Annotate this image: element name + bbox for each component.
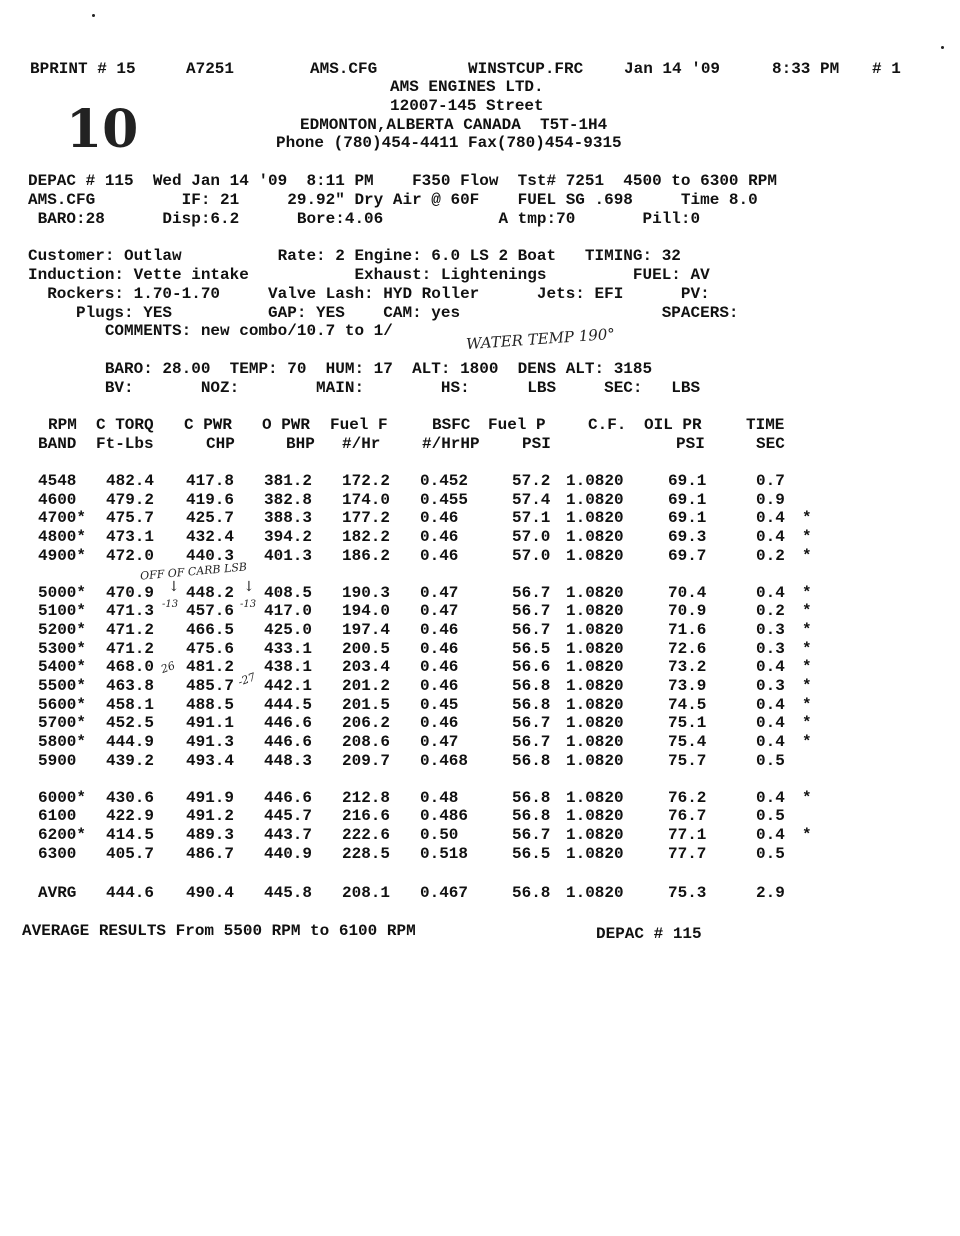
cell-corr-power: 475.6 — [186, 639, 235, 658]
company-phone: Phone (780)454-4411 Fax(780)454-9315 — [276, 134, 622, 152]
cell-corr-power: 486.7 — [186, 844, 235, 863]
col-subheader-torque: Ft-Lbs — [96, 435, 154, 453]
company-city: EDMONTON,ALBERTA CANADA T5T-1H4 — [300, 116, 608, 134]
cell-rpm: 4700* — [38, 509, 87, 528]
cell-cf: 1.0820 — [566, 677, 624, 695]
avg-fuel-flow: 208.1 — [342, 884, 391, 902]
cell-oil-pressure: 77.1 — [668, 825, 707, 844]
cell-torque: 473.1 — [106, 528, 155, 547]
cell-obs-power: 425.0 — [264, 620, 313, 639]
cell-rpm: 4800* — [38, 528, 87, 547]
cell-bsfc: 0.46 — [420, 714, 459, 733]
cell-cf: 1.0820 — [566, 807, 624, 826]
cell-time: 0.2 — [756, 602, 785, 621]
cell-torque: 452.5 — [106, 714, 155, 733]
cell-oil-pressure: 70.9 — [668, 602, 707, 621]
cell-obs-power: 446.6 — [264, 788, 313, 807]
cell-fuel-pressure: 56.8 — [512, 751, 551, 770]
avg-corr-power: 490.4 — [186, 884, 235, 902]
cell-fuel-pressure: 56.7 — [512, 620, 551, 639]
cell-rpm: 5000* — [38, 583, 87, 602]
cell-fuel-pressure: 57.2 — [512, 472, 551, 490]
cell-time: 0.4 — [756, 733, 785, 752]
cell-oil-pressure: 73.2 — [668, 658, 707, 677]
cell-cf: 1.0820 — [566, 472, 624, 490]
cell-flag: * — [802, 695, 812, 714]
cell-torque: 444.9 — [106, 733, 155, 752]
cell-oil-pressure: 76.2 — [668, 788, 707, 807]
avg-time: 2.9 — [756, 884, 785, 902]
cell-fuel-flow: 209.7 — [342, 751, 391, 770]
avg-cf: 1.0820 — [566, 884, 624, 902]
cell-rpm: 5900 — [38, 751, 77, 770]
cell-torque: 471.3 — [106, 602, 155, 621]
scan-speck — [941, 46, 944, 49]
cell-obs-power: 444.5 — [264, 695, 313, 714]
cell-corr-power: 491.3 — [186, 733, 235, 752]
cell-time: 0.9 — [756, 490, 785, 509]
cell-flag: * — [802, 658, 812, 677]
cell-cf: 1.0820 — [566, 844, 624, 863]
cell-obs-power: 401.3 — [264, 546, 313, 565]
cell-flag: * — [802, 620, 812, 639]
cell-torque: 430.6 — [106, 788, 155, 807]
cell-fuel-pressure: 56.8 — [512, 788, 551, 807]
cell-time: 0.4 — [756, 695, 785, 714]
avg-rpm: AVRG — [38, 884, 77, 902]
cell-time: 0.5 — [756, 807, 785, 826]
cell-time: 0.2 — [756, 546, 785, 565]
cell-rpm: 5100* — [38, 602, 87, 621]
cell-rpm: 4900* — [38, 546, 87, 565]
cell-obs-power: 445.7 — [264, 807, 313, 826]
cell-cf: 1.0820 — [566, 639, 624, 658]
cell-flag: * — [802, 528, 812, 547]
cell-cf: 1.0820 — [566, 620, 624, 639]
cell-oil-pressure: 75.1 — [668, 714, 707, 733]
cell-torque: 468.0 — [106, 658, 155, 677]
cell-rpm: 6300 — [38, 844, 77, 863]
cell-cf: 1.0820 — [566, 751, 624, 770]
cell-fuel-flow: 216.6 — [342, 807, 391, 826]
company-name: AMS ENGINES LTD. — [390, 78, 544, 96]
print-date: Jan 14 '09 — [624, 60, 721, 78]
handwritten-number: 10 — [66, 99, 139, 160]
cell-cf: 1.0820 — [566, 546, 624, 565]
cell-cf: 1.0820 — [566, 788, 624, 807]
cell-flag: * — [802, 583, 812, 602]
cell-obs-power: 417.0 — [264, 602, 313, 621]
cell-rpm: 5500* — [38, 677, 87, 695]
cell-oil-pressure: 73.9 — [668, 677, 707, 695]
col-header-fuel-pressure: Fuel P — [488, 416, 546, 434]
avg-bsfc: 0.467 — [420, 884, 469, 902]
engine-info-rockers: Rockers: 1.70-1.70 Valve Lash: HYD Roller Jets: EFI PV: — [28, 285, 710, 303]
cell-flag: * — [802, 714, 812, 733]
cell-obs-power: 394.2 — [264, 528, 313, 547]
cell-fuel-flow: 201.5 — [342, 695, 391, 714]
cell-fuel-flow: 177.2 — [342, 509, 391, 528]
handwritten-arrow-2: ↓ — [243, 579, 255, 595]
col-subheader-oil-pressure: PSI — [676, 435, 705, 453]
cell-bsfc: 0.50 — [420, 825, 459, 844]
cell-torque: 422.9 — [106, 807, 155, 826]
cell-fuel-pressure: 56.7 — [512, 583, 551, 602]
cell-obs-power: 446.6 — [264, 733, 313, 752]
cell-bsfc: 0.47 — [420, 602, 459, 621]
col-subheader-corr-power: CHP — [206, 435, 235, 453]
cell-rpm: 4548 — [38, 472, 77, 490]
cell-oil-pressure: 76.7 — [668, 807, 707, 826]
cell-time: 0.4 — [756, 714, 785, 733]
cell-corr-power: 466.5 — [186, 620, 235, 639]
cell-fuel-flow: 174.0 — [342, 490, 391, 509]
cell-rpm: 5600* — [38, 695, 87, 714]
cell-fuel-pressure: 56.8 — [512, 695, 551, 714]
col-header-oil-pressure: OIL PR — [644, 416, 702, 434]
cell-fuel-pressure: 56.7 — [512, 602, 551, 621]
scan-speck — [92, 14, 95, 17]
company-street: 12007-145 Street — [390, 97, 544, 115]
cell-corr-power: 440.3 — [186, 546, 235, 565]
cell-fuel-flow: 222.6 — [342, 825, 391, 844]
cell-corr-power: 489.3 — [186, 825, 235, 844]
cell-flag: * — [802, 546, 812, 565]
cell-bsfc: 0.46 — [420, 658, 459, 677]
cell-obs-power: 448.3 — [264, 751, 313, 770]
cell-torque: 470.9 — [106, 583, 155, 602]
cell-flag: * — [802, 677, 812, 695]
cell-torque: 482.4 — [106, 472, 155, 490]
cell-time: 0.4 — [756, 788, 785, 807]
cell-flag: * — [802, 788, 812, 807]
col-subheader-time: SEC — [756, 435, 785, 453]
col-subheader-fuel-pressure: PSI — [522, 435, 551, 453]
cell-rpm: 6100 — [38, 807, 77, 826]
cell-rpm: 4600 — [38, 490, 77, 509]
cell-fuel-pressure: 57.0 — [512, 546, 551, 565]
config-file: AMS.CFG — [310, 60, 378, 78]
cell-flag: * — [802, 733, 812, 752]
cell-rpm: 6200* — [38, 825, 87, 844]
cell-fuel-flow: 212.8 — [342, 788, 391, 807]
footer-depac: DEPAC # 115 — [596, 925, 702, 943]
cell-fuel-pressure: 56.7 — [512, 714, 551, 733]
cell-time: 0.4 — [756, 583, 785, 602]
col-header-torque: C TORQ — [96, 416, 154, 434]
cell-rpm: 5700* — [38, 714, 87, 733]
cell-bsfc: 0.486 — [420, 807, 469, 826]
cell-bsfc: 0.468 — [420, 751, 469, 770]
cell-fuel-pressure: 56.8 — [512, 807, 551, 826]
cell-oil-pressure: 71.6 — [668, 620, 707, 639]
cell-fuel-flow: 182.2 — [342, 528, 391, 547]
cell-obs-power: 442.1 — [264, 677, 313, 695]
cell-fuel-pressure: 57.0 — [512, 528, 551, 547]
cell-time: 0.5 — [756, 844, 785, 863]
avg-torque: 444.6 — [106, 884, 155, 902]
cell-flag: * — [802, 509, 812, 528]
engine-info-plugs: Plugs: YES GAP: YES CAM: yes SPACERS: — [28, 304, 739, 322]
page-number: # 1 — [872, 60, 901, 78]
handwritten-arrow-1: ↓ — [168, 579, 180, 595]
cell-fuel-pressure: 56.7 — [512, 733, 551, 752]
cell-fuel-pressure: 57.4 — [512, 490, 551, 509]
cell-oil-pressure: 69.1 — [668, 490, 707, 509]
cell-cf: 1.0820 — [566, 509, 624, 528]
cell-cf: 1.0820 — [566, 583, 624, 602]
cell-oil-pressure: 75.4 — [668, 733, 707, 752]
cell-time: 0.3 — [756, 677, 785, 695]
cell-rpm: 5800* — [38, 733, 87, 752]
cell-obs-power: 382.8 — [264, 490, 313, 509]
cell-bsfc: 0.46 — [420, 620, 459, 639]
cell-obs-power: 438.1 — [264, 658, 313, 677]
cell-bsfc: 0.47 — [420, 583, 459, 602]
cell-bsfc: 0.46 — [420, 639, 459, 658]
cell-rpm: 5300* — [38, 639, 87, 658]
cell-oil-pressure: 69.3 — [668, 528, 707, 547]
avg-fuel-pressure: 56.8 — [512, 884, 551, 902]
bprint-number: BPRINT # 15 — [30, 60, 136, 78]
cell-cf: 1.0820 — [566, 528, 624, 547]
test-id: A7251 — [186, 60, 235, 78]
cell-fuel-flow: 201.2 — [342, 677, 391, 695]
cell-corr-power: 457.6 — [186, 602, 235, 621]
cell-flag: * — [802, 602, 812, 621]
cell-oil-pressure: 69.7 — [668, 546, 707, 565]
handwritten-mark-13b: -13 — [240, 599, 257, 610]
engine-info-comments: COMMENTS: new combo/10.7 to 1/ — [28, 322, 393, 340]
conditions-line-1: BARO: 28.00 TEMP: 70 HUM: 17 ALT: 1800 DENS ALT: 3185 — [28, 360, 653, 378]
print-time: 8:33 PM — [772, 60, 840, 78]
cell-corr-power: 491.9 — [186, 788, 235, 807]
test-info-line-1: DEPAC # 115 Wed Jan 14 '09 8:11 PM F350 Flow Tst# 7251 4500 to 6300 RPM — [28, 172, 777, 190]
cell-time: 0.4 — [756, 825, 785, 844]
cell-fuel-flow: 190.3 — [342, 583, 391, 602]
cell-oil-pressure: 75.7 — [668, 751, 707, 770]
cell-cf: 1.0820 — [566, 490, 624, 509]
col-header-cf: C.F. — [588, 416, 627, 434]
frc-file: WINSTCUP.FRC — [468, 60, 584, 78]
cell-fuel-pressure: 57.1 — [512, 509, 551, 528]
cell-obs-power: 388.3 — [264, 509, 313, 528]
cell-oil-pressure: 69.1 — [668, 472, 707, 490]
cell-oil-pressure: 74.5 — [668, 695, 707, 714]
cell-fuel-flow: 203.4 — [342, 658, 391, 677]
cell-corr-power: 432.4 — [186, 528, 235, 547]
cell-oil-pressure: 69.1 — [668, 509, 707, 528]
handwritten-mark-13a: -13 — [162, 599, 179, 610]
cell-torque: 458.1 — [106, 695, 155, 714]
cell-time: 0.3 — [756, 639, 785, 658]
cell-fuel-flow: 208.6 — [342, 733, 391, 752]
cell-torque: 439.2 — [106, 751, 155, 770]
col-subheader-obs-power: BHP — [286, 435, 315, 453]
cell-cf: 1.0820 — [566, 733, 624, 752]
col-header-time: TIME — [746, 416, 785, 434]
test-info-line-2: AMS.CFG IF: 21 29.92" Dry Air @ 60F FUEL SG .698 Time 8.0 — [28, 191, 758, 209]
cell-corr-power: 417.8 — [186, 472, 235, 490]
average-range-note: AVERAGE RESULTS From 5500 RPM to 6100 RPM — [22, 922, 416, 940]
conditions-line-2: BV: NOZ: MAIN: HS: LBS SEC: LBS — [28, 379, 701, 397]
avg-oil-pressure: 75.3 — [668, 884, 707, 902]
cell-cf: 1.0820 — [566, 658, 624, 677]
col-header-fuel-flow: Fuel F — [330, 416, 388, 434]
cell-oil-pressure: 72.6 — [668, 639, 707, 658]
engine-info-customer: Customer: Outlaw Rate: 2 Engine: 6.0 LS 2 Boat TIMING: 32 — [28, 247, 681, 265]
cell-obs-power: 433.1 — [264, 639, 313, 658]
cell-cf: 1.0820 — [566, 714, 624, 733]
cell-rpm: 5400* — [38, 658, 87, 677]
cell-obs-power: 408.5 — [264, 583, 313, 602]
cell-time: 0.3 — [756, 620, 785, 639]
cell-cf: 1.0820 — [566, 602, 624, 621]
col-header-obs-power: O PWR — [262, 416, 311, 434]
col-header-bsfc: BSFC — [432, 416, 471, 434]
cell-bsfc: 0.47 — [420, 733, 459, 752]
col-subheader-bsfc: #/HrHP — [422, 435, 480, 453]
cell-oil-pressure: 70.4 — [668, 583, 707, 602]
cell-obs-power: 381.2 — [264, 472, 313, 490]
cell-bsfc: 0.46 — [420, 528, 459, 547]
cell-corr-power: 491.2 — [186, 807, 235, 826]
col-header-rpm: RPM — [48, 416, 77, 434]
cell-bsfc: 0.48 — [420, 788, 459, 807]
handwritten-carb-note: OFF OF CARB LSB — [139, 560, 248, 583]
cell-fuel-flow: 172.2 — [342, 472, 391, 490]
cell-corr-power: 481.2 — [186, 658, 235, 677]
cell-rpm: 6000* — [38, 788, 87, 807]
cell-fuel-flow: 200.5 — [342, 639, 391, 658]
cell-corr-power: 493.4 — [186, 751, 235, 770]
cell-cf: 1.0820 — [566, 825, 624, 844]
cell-corr-power: 448.2 — [186, 583, 235, 602]
cell-time: 0.5 — [756, 751, 785, 770]
cell-corr-power: 488.5 — [186, 695, 235, 714]
cell-corr-power: 491.1 — [186, 714, 235, 733]
col-header-corr-power: C PWR — [184, 416, 233, 434]
cell-torque: 471.2 — [106, 639, 155, 658]
engine-info-induction: Induction: Vette intake Exhaust: Lightenings FUEL: AV — [28, 266, 710, 284]
cell-obs-power: 446.6 — [264, 714, 313, 733]
cell-bsfc: 0.46 — [420, 677, 459, 695]
cell-corr-power: 485.7 — [186, 677, 235, 695]
cell-flag: * — [802, 825, 812, 844]
col-subheader-fuel-flow: #/Hr — [342, 435, 381, 453]
cell-fuel-flow: 228.5 — [342, 844, 391, 863]
cell-obs-power: 443.7 — [264, 825, 313, 844]
cell-torque: 475.7 — [106, 509, 155, 528]
cell-fuel-pressure: 56.5 — [512, 639, 551, 658]
cell-torque: 471.2 — [106, 620, 155, 639]
cell-bsfc: 0.518 — [420, 844, 469, 863]
cell-time: 0.7 — [756, 472, 785, 490]
cell-fuel-pressure: 56.5 — [512, 844, 551, 863]
cell-bsfc: 0.46 — [420, 546, 459, 565]
cell-bsfc: 0.452 — [420, 472, 469, 490]
cell-rpm: 5200* — [38, 620, 87, 639]
cell-time: 0.4 — [756, 658, 785, 677]
cell-flag: * — [802, 639, 812, 658]
cell-obs-power: 440.9 — [264, 844, 313, 863]
avg-obs-power: 445.8 — [264, 884, 313, 902]
cell-fuel-flow: 194.0 — [342, 602, 391, 621]
cell-torque: 479.2 — [106, 490, 155, 509]
cell-oil-pressure: 77.7 — [668, 844, 707, 863]
cell-time: 0.4 — [756, 509, 785, 528]
cell-time: 0.4 — [756, 528, 785, 547]
cell-corr-power: 419.6 — [186, 490, 235, 509]
cell-torque: 463.8 — [106, 677, 155, 695]
handwritten-mark-26: 26 — [159, 658, 177, 677]
cell-torque: 405.7 — [106, 844, 155, 863]
cell-fuel-flow: 197.4 — [342, 620, 391, 639]
cell-fuel-pressure: 56.8 — [512, 677, 551, 695]
cell-bsfc: 0.46 — [420, 509, 459, 528]
handwritten-mark-27: -27 — [236, 670, 258, 689]
cell-cf: 1.0820 — [566, 695, 624, 714]
handwritten-water-temp: WATER TEMP 190° — [465, 324, 616, 354]
cell-fuel-flow: 206.2 — [342, 714, 391, 733]
cell-fuel-pressure: 56.7 — [512, 825, 551, 844]
cell-bsfc: 0.45 — [420, 695, 459, 714]
test-info-line-3: BARO:28 Disp:6.2 Bore:4.06 A tmp:70 Pill:0 — [28, 210, 701, 228]
col-subheader-rpm: BAND — [38, 435, 77, 453]
cell-corr-power: 425.7 — [186, 509, 235, 528]
cell-torque: 414.5 — [106, 825, 155, 844]
cell-fuel-pressure: 56.6 — [512, 658, 551, 677]
cell-bsfc: 0.455 — [420, 490, 469, 509]
cell-fuel-flow: 186.2 — [342, 546, 391, 565]
cell-torque: 472.0 — [106, 546, 155, 565]
